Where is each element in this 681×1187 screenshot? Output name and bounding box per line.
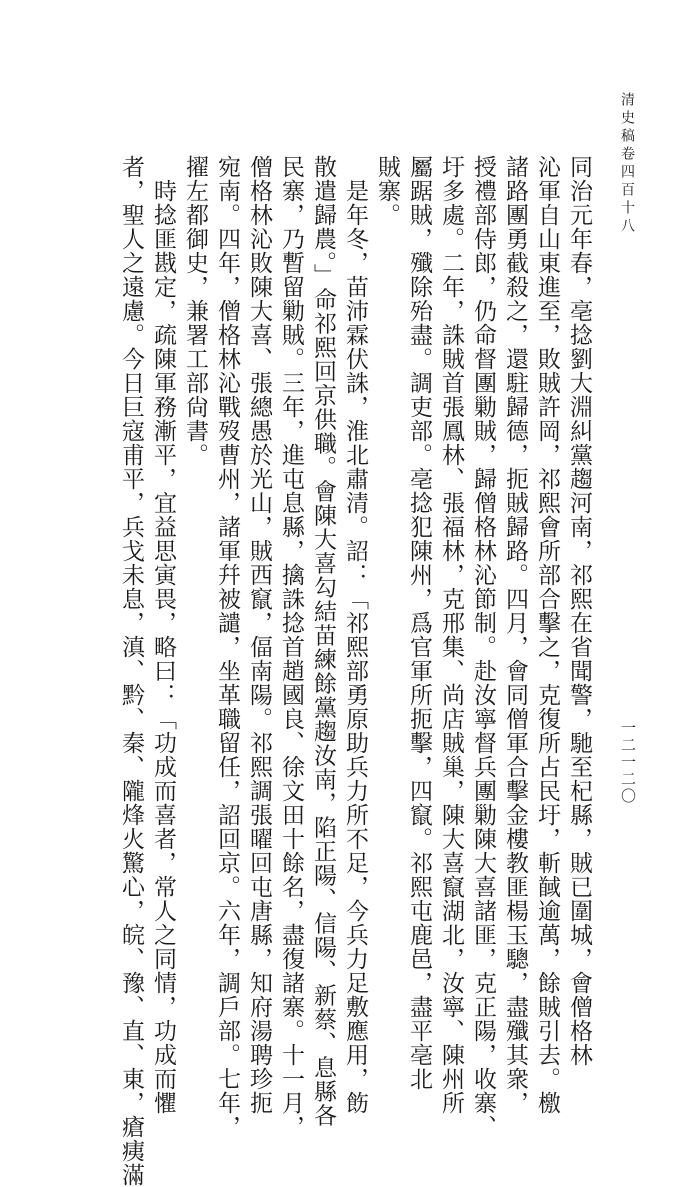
text-column: 僧格林沁敗陳大喜、張總愚於光山，賊西竄，偪南陽。祁熙調張曜回屯唐縣，知府湯聘珍扼 (246, 155, 272, 1115)
running-header: 清史稿卷四百十八 (619, 92, 635, 236)
text-column: 沁軍自山東進至，敗賊許岡，祁熙會所部合擊之，克復所占民圩，斬馘逾萬，餘賊引去。檄 (534, 155, 560, 1115)
text-column: 諸路團勇截殺之，還駐歸德，扼賊歸路。四月，會同僧軍合擊金樓教匪楊玉驄，盡殲其衆， (502, 155, 528, 1115)
text-column: 宛南。四年，僧格林沁戰歿曹州，諸軍幷被譴，坐革職留任，詔回京。六年，調戶部。七年， (214, 155, 240, 1139)
text-column: 屬踞賊，殲除殆盡。調吏部。亳捻犯陳州，爲官軍所扼擊，四竄。祁熙屯鹿邑，盡平亳北 (406, 155, 432, 1091)
text-column: 時捻匪戡定，疏陳軍務漸平，宜益思寅畏，略曰：「功成而喜者，常人之同情，功成而懼 (150, 155, 176, 1115)
text-column: 擢左都御史，兼署工部尙書。 (182, 155, 208, 467)
text-column: 授禮部侍郎，仍命督團勦賊，歸僧格林沁節制。赴汝寧督兵團勦陳大喜諸匪，克正陽，收寨、 (470, 155, 496, 1139)
body-text (115, 155, 595, 1187)
text-column: 賊寨。 (374, 155, 400, 227)
text-column: 同治元年春，亳捻劉大淵糾黨趨河南，祁熙在省聞警，馳至杞縣，賊已圍城，會僧格林 (566, 155, 592, 1067)
text-column: 圩多處。二年，誅賊首張鳳林、張福林，克邢集、尚店賊巢，陳大喜竄湖北，汝寧、陳州所 (438, 155, 464, 1115)
text-column: 是年冬，苗沛霖伏誅，淮北肅清。詔：「祁熙部勇原助兵力所不足，今兵力足敷應用，飭 (342, 155, 368, 1115)
text-column: 者，聖人之遠慮。今日巨寇甫平，兵戈未息，滇、黔、秦、隴烽火驚心，皖、豫、直、東，瘡痍滿 (118, 155, 144, 1187)
text-column: 散遣歸農。」命祁熙回京供職。會陳大喜勾結苗練餘黨趨汝南，陷正陽、信陽、新蔡、息縣各 (310, 155, 336, 1128)
text-column: 民寨，乃暫留勦賊。三年，進屯息縣，擒誅捻首趙國良、徐文田十餘名，盡復諸寨。十一月， (278, 155, 304, 1139)
page-number: 一二一二〇 (619, 720, 637, 805)
